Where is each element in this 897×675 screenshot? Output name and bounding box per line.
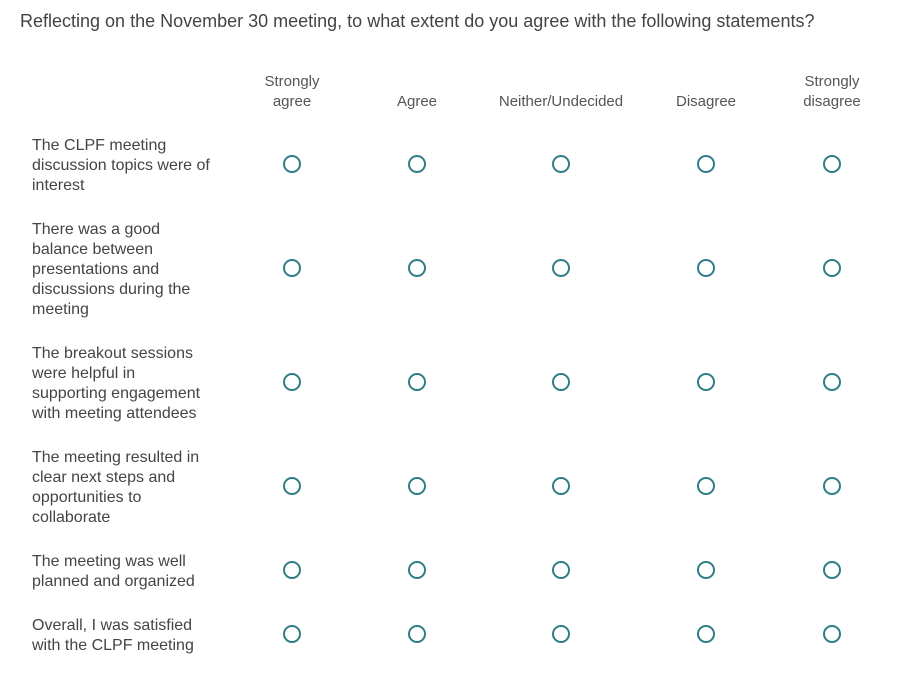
radio-row4-strongly-disagree[interactable] <box>823 477 841 495</box>
radio-row4-agree[interactable] <box>408 477 426 495</box>
radio-row3-strongly-agree[interactable] <box>283 373 301 391</box>
radio-row6-neither[interactable] <box>552 625 570 643</box>
radio-row6-strongly-agree[interactable] <box>283 625 301 643</box>
radio-row5-disagree[interactable] <box>697 561 715 579</box>
radio-row3-agree[interactable] <box>408 373 426 391</box>
column-header-disagree: Disagree <box>675 93 737 110</box>
row-label-overall-satisfied: Overall, I was satisfied with the CLPF meeting <box>32 617 194 654</box>
row-label-balance: There was a good balance between presentations and discussions during the meeting <box>32 221 191 318</box>
radio-row6-disagree[interactable] <box>697 625 715 643</box>
radio-row2-strongly-disagree[interactable] <box>823 259 841 277</box>
radio-row1-neither[interactable] <box>552 155 570 173</box>
radio-row5-neither[interactable] <box>552 561 570 579</box>
radio-row1-agree[interactable] <box>408 155 426 173</box>
radio-row2-neither[interactable] <box>552 259 570 277</box>
row-label-breakout-sessions: The breakout sessions were helpful in supporting engagement with meeting attendees <box>32 345 201 422</box>
column-header-neither-undecided: Neither/Undecided <box>498 93 624 110</box>
column-header-strongly-agree: Strongly agree <box>264 73 320 110</box>
question-text: Reflecting on the November 30 meeting, to what extent do you agree with the following statements? <box>20 11 815 31</box>
radio-row1-disagree[interactable] <box>697 155 715 173</box>
row-label-well-planned: The meeting was well planned and organized <box>32 553 195 590</box>
radio-row1-strongly-disagree[interactable] <box>823 155 841 173</box>
radio-row3-strongly-disagree[interactable] <box>823 373 841 391</box>
radio-row2-agree[interactable] <box>408 259 426 277</box>
radio-row2-strongly-agree[interactable] <box>283 259 301 277</box>
radio-row6-agree[interactable] <box>408 625 426 643</box>
radio-row3-neither[interactable] <box>552 373 570 391</box>
radio-row4-neither[interactable] <box>552 477 570 495</box>
column-header-agree: Agree <box>396 93 438 110</box>
radio-row6-strongly-disagree[interactable] <box>823 625 841 643</box>
radio-row5-strongly-disagree[interactable] <box>823 561 841 579</box>
row-label-next-steps: The meeting resulted in clear next steps and opportunities to collaborate <box>32 449 200 526</box>
radio-row5-strongly-agree[interactable] <box>283 561 301 579</box>
radio-row4-strongly-agree[interactable] <box>283 477 301 495</box>
radio-row1-strongly-agree[interactable] <box>283 155 301 173</box>
column-header-strongly-disagree: Strongly disagree <box>803 73 861 110</box>
row-label-topics-of-interest: The CLPF meeting discussion topics were of interest <box>32 137 210 194</box>
radio-row3-disagree[interactable] <box>697 373 715 391</box>
radio-row5-agree[interactable] <box>408 561 426 579</box>
radio-row2-disagree[interactable] <box>697 259 715 277</box>
radio-row4-disagree[interactable] <box>697 477 715 495</box>
